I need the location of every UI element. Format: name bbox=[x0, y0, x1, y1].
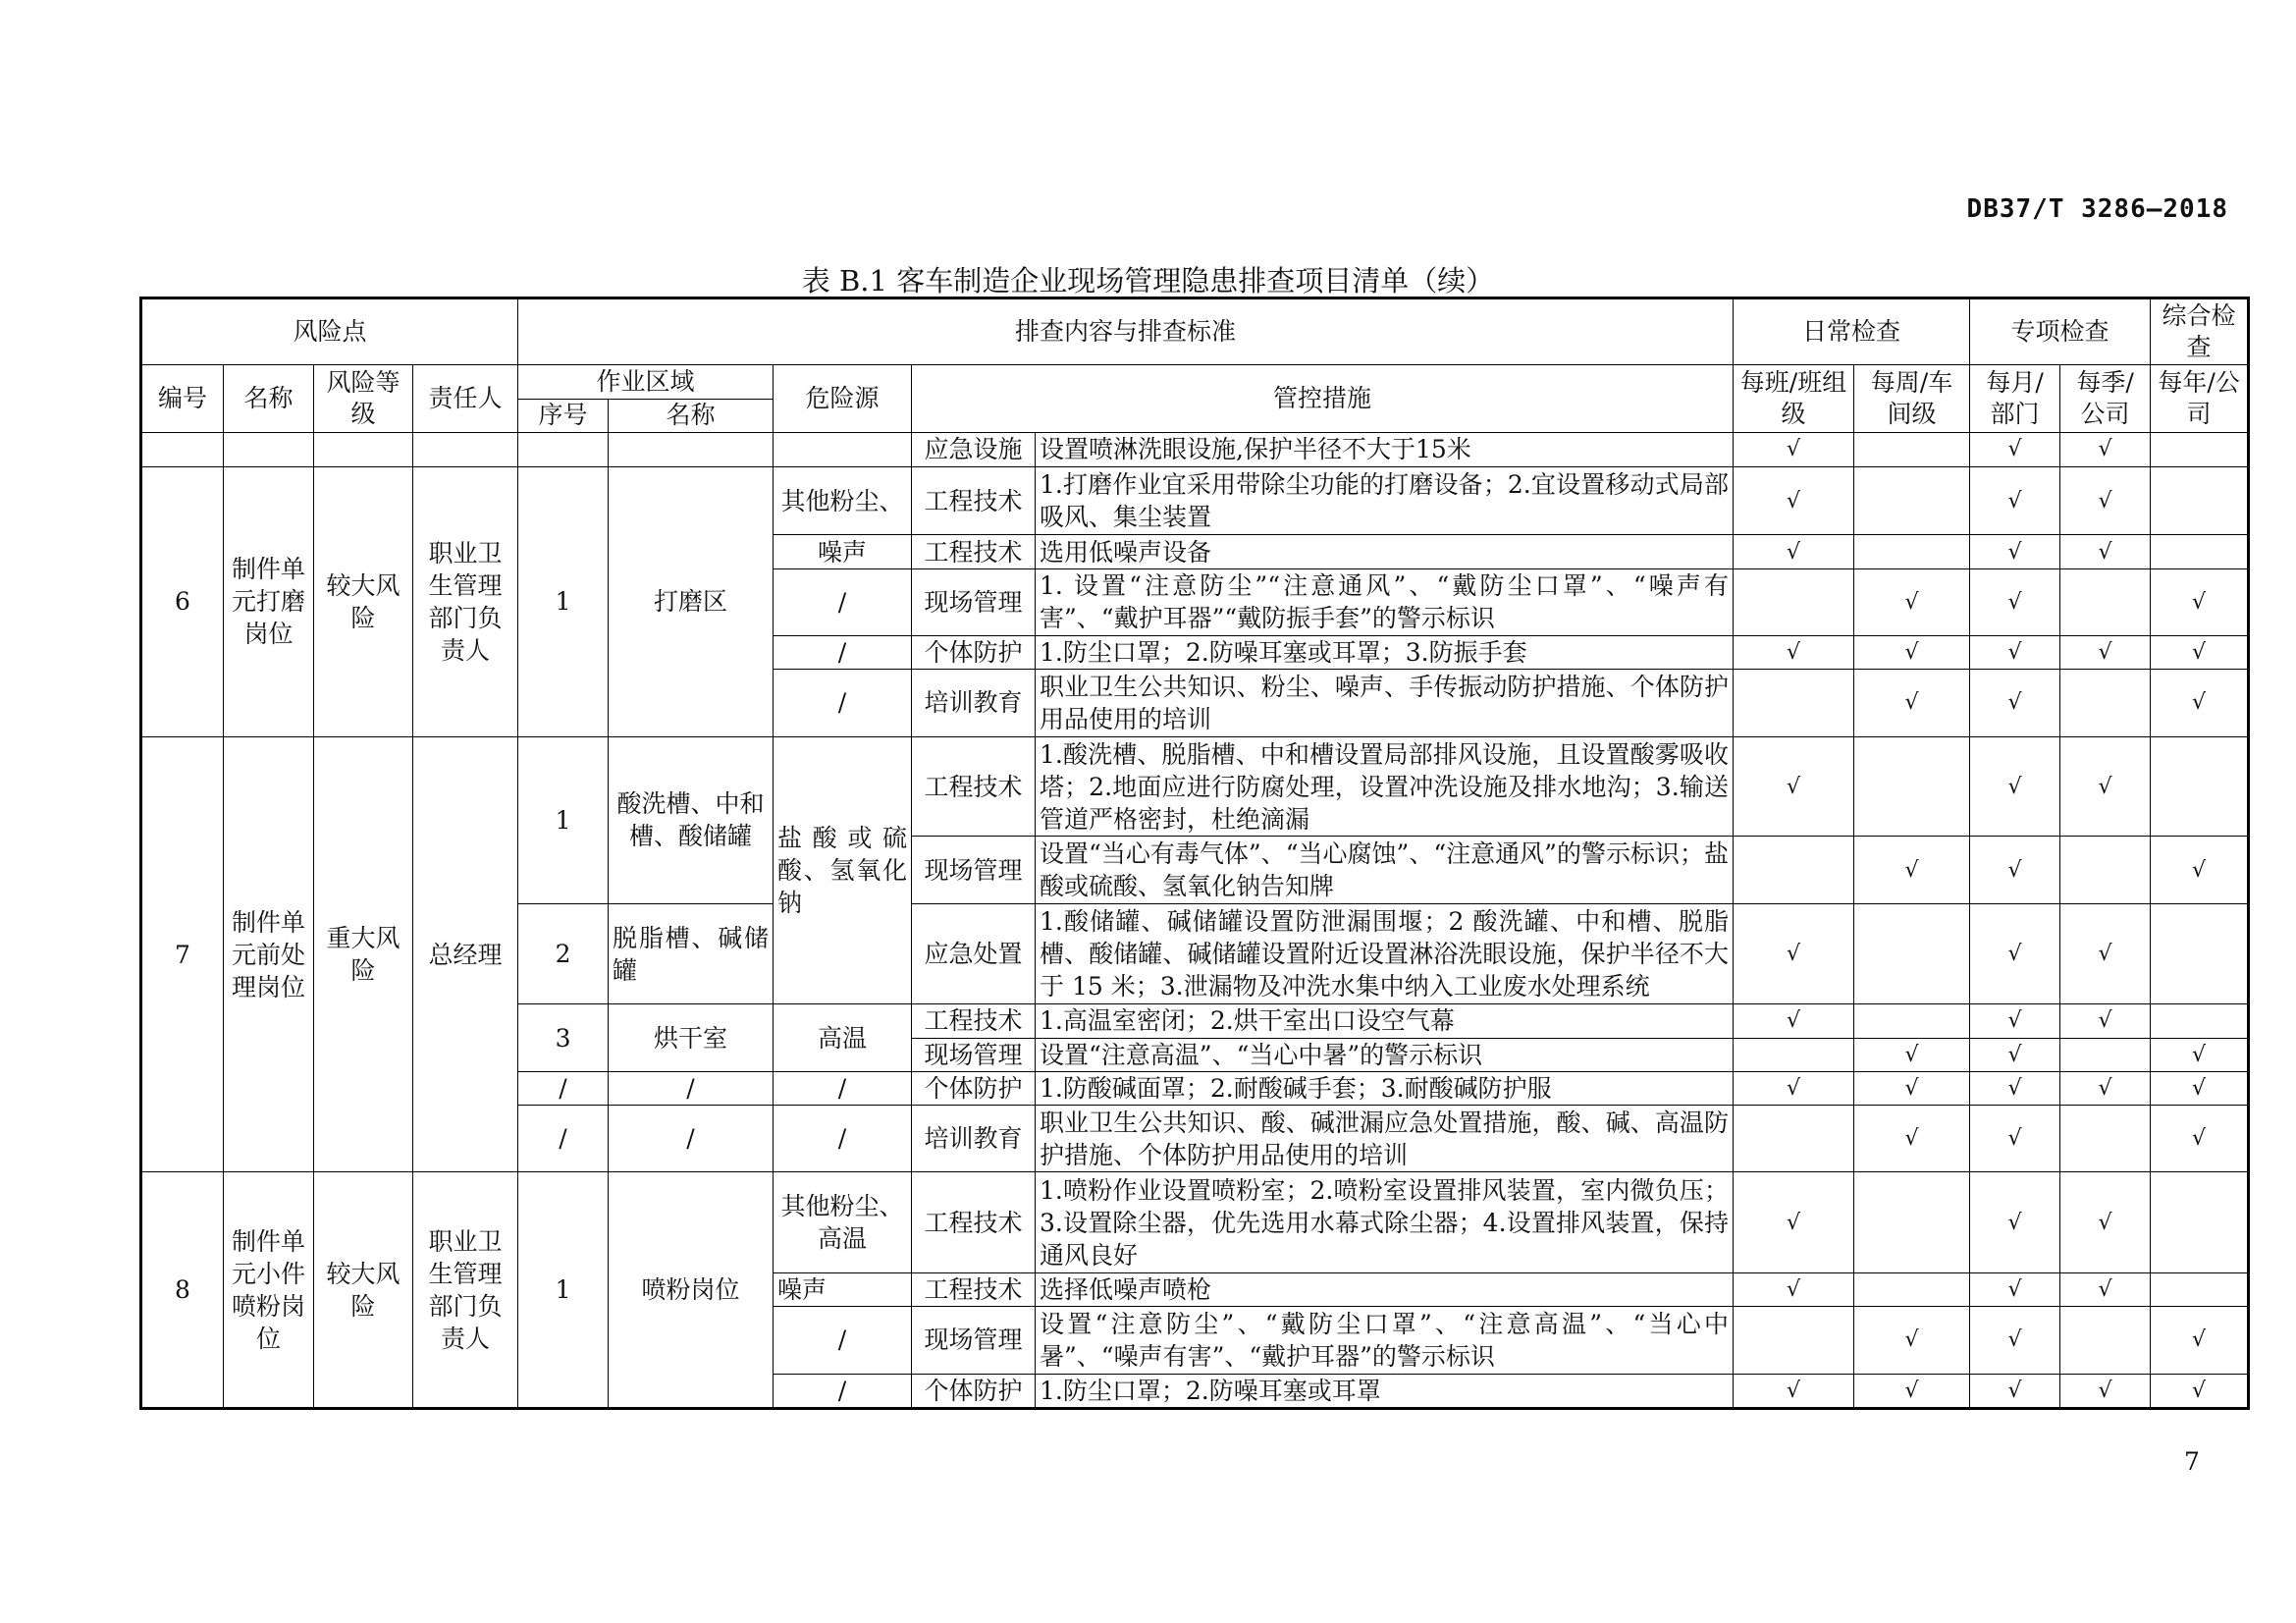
area-name: 打磨区 bbox=[609, 467, 774, 737]
check-cell: √ bbox=[1734, 1004, 1854, 1038]
hazard-source: 盐酸或硫酸、氢氧化钠 bbox=[774, 736, 912, 1004]
check-cell bbox=[1854, 467, 1970, 535]
risk-level: 重大风险 bbox=[314, 736, 413, 1172]
area-seq: 1 bbox=[518, 467, 609, 737]
risk-no: 6 bbox=[141, 467, 224, 737]
risk-no: 7 bbox=[141, 736, 224, 1172]
control-type: 现场管理 bbox=[912, 1038, 1036, 1071]
check-cell: √ bbox=[1734, 1273, 1854, 1307]
check-cell: √ bbox=[2060, 432, 2151, 466]
header-daily: 日常检查 bbox=[1734, 298, 1970, 365]
empty-cell bbox=[141, 432, 224, 466]
hazard-checklist-table bbox=[139, 297, 2250, 1410]
area-seq: 1 bbox=[518, 736, 609, 903]
check-cell: √ bbox=[2151, 1105, 2249, 1171]
check-cell: √ bbox=[1854, 670, 1970, 736]
control-measure: 设置“注意高温”、“当心中暑”的警示标识 bbox=[1036, 1038, 1734, 1071]
hazard-source: / bbox=[774, 1307, 912, 1374]
control-measure: 职业卫生公共知识、酸、碱泄漏应急处置措施，酸、碱、高温防护措施、个体防护用品使用的培训 bbox=[1036, 1105, 1734, 1171]
header-seq: 序号 bbox=[518, 399, 609, 432]
check-cell bbox=[2060, 568, 2151, 635]
header-per-shift: 每班/班组级 bbox=[1734, 365, 1854, 432]
check-cell bbox=[1854, 1004, 1970, 1038]
header-per-quarter: 每季/公司 bbox=[2060, 365, 2151, 432]
check-cell: √ bbox=[1734, 432, 1854, 466]
header-area-name: 名称 bbox=[609, 399, 774, 432]
check-cell: √ bbox=[1970, 1038, 2060, 1071]
check-cell bbox=[1734, 1038, 1854, 1071]
check-cell: √ bbox=[2060, 1071, 2151, 1105]
area-name: / bbox=[609, 1071, 774, 1105]
check-cell: √ bbox=[1854, 1307, 1970, 1374]
area-name: 喷粉岗位 bbox=[609, 1172, 774, 1409]
risk-responsible: 职业卫生管理部门负责人 bbox=[413, 467, 518, 737]
control-measure: 1.高温室密闭；2.烘干室出口设空气幕 bbox=[1036, 1004, 1734, 1038]
risk-responsible: 职业卫生管理部门负责人 bbox=[413, 1172, 518, 1409]
check-cell: √ bbox=[2060, 535, 2151, 568]
check-cell: √ bbox=[1734, 1071, 1854, 1105]
area-seq: / bbox=[518, 1071, 609, 1105]
control-type: 个体防护 bbox=[912, 636, 1036, 670]
control-type: 培训教育 bbox=[912, 670, 1036, 736]
hazard-source: / bbox=[774, 670, 912, 736]
check-cell: √ bbox=[1970, 1374, 2060, 1408]
area-name: 酸洗槽、中和槽、酸储罐 bbox=[609, 736, 774, 903]
area-seq: / bbox=[518, 1105, 609, 1171]
hazard-source: 其他粉尘、 bbox=[774, 467, 912, 535]
control-type: 应急设施 bbox=[912, 432, 1036, 466]
check-cell: √ bbox=[2151, 636, 2249, 670]
area-name: 烘干室 bbox=[609, 1004, 774, 1071]
header-per-month: 每月/部门 bbox=[1970, 365, 2060, 432]
area-name: 脱脂槽、碱储罐 bbox=[609, 903, 774, 1004]
check-cell: √ bbox=[1970, 568, 2060, 635]
hazard-source: / bbox=[774, 1374, 912, 1408]
check-cell bbox=[1854, 736, 1970, 837]
check-cell: √ bbox=[1734, 736, 1854, 837]
check-cell bbox=[1854, 535, 1970, 568]
check-cell bbox=[2151, 432, 2249, 466]
control-measure: 1.酸储罐、碱储罐设置防泄漏围堰；2 酸洗罐、中和槽、脱脂槽、酸储罐、碱储罐设置附近设置淋浴洗眼设施，保护半径不大于 15 米；3.泄漏物及冲洗水集中纳入工业废水处理系统 bbox=[1036, 903, 1734, 1004]
check-cell bbox=[1854, 1172, 1970, 1273]
header-special: 专项检查 bbox=[1970, 298, 2151, 365]
control-type: 应急处置 bbox=[912, 903, 1036, 1004]
check-cell bbox=[2151, 1273, 2249, 1307]
check-cell bbox=[2060, 670, 2151, 736]
check-cell: √ bbox=[1734, 467, 1854, 535]
control-type: 现场管理 bbox=[912, 1307, 1036, 1374]
empty-cell bbox=[314, 432, 413, 466]
check-cell: √ bbox=[1970, 535, 2060, 568]
check-cell: √ bbox=[2151, 1038, 2249, 1071]
empty-cell bbox=[609, 432, 774, 466]
header-risk-level: 风险等级 bbox=[314, 365, 413, 432]
check-cell bbox=[1854, 432, 1970, 466]
empty-cell bbox=[518, 432, 609, 466]
check-cell: √ bbox=[2060, 636, 2151, 670]
check-cell: √ bbox=[1970, 1172, 2060, 1273]
check-cell: √ bbox=[1734, 1172, 1854, 1273]
area-name: / bbox=[609, 1105, 774, 1171]
check-cell: √ bbox=[1854, 568, 1970, 635]
header-hazard: 危险源 bbox=[774, 365, 912, 432]
check-cell bbox=[2151, 535, 2249, 568]
hazard-source: 噪声 bbox=[774, 535, 912, 568]
control-measure: 职业卫生公共知识、粉尘、噪声、手传振动防护措施、个体防护用品使用的培训 bbox=[1036, 670, 1734, 736]
check-cell: √ bbox=[1854, 1038, 1970, 1071]
check-cell: √ bbox=[1854, 1374, 1970, 1408]
check-cell bbox=[2060, 1307, 2151, 1374]
check-cell bbox=[1854, 1273, 1970, 1307]
check-cell bbox=[1854, 903, 1970, 1004]
check-cell: √ bbox=[2151, 568, 2249, 635]
check-cell: √ bbox=[1734, 1374, 1854, 1408]
control-type: 现场管理 bbox=[912, 568, 1036, 635]
control-measure: 1.防酸碱面罩；2.耐酸碱手套；3.耐酸碱防护服 bbox=[1036, 1071, 1734, 1105]
header-control: 管控措施 bbox=[912, 365, 1734, 432]
check-cell bbox=[2151, 1004, 2249, 1038]
risk-name: 制件单元打磨岗位 bbox=[224, 467, 314, 737]
check-cell: √ bbox=[2151, 1307, 2249, 1374]
control-type: 个体防护 bbox=[912, 1071, 1036, 1105]
control-type: 工程技术 bbox=[912, 736, 1036, 837]
header-work-area: 作业区域 bbox=[518, 365, 774, 399]
check-cell bbox=[1734, 837, 1854, 903]
check-cell: √ bbox=[1854, 1105, 1970, 1171]
table-title: 表 B.1 客车制造企业现场管理隐患排查项目清单（续） bbox=[801, 264, 1495, 298]
check-cell: √ bbox=[1970, 1004, 2060, 1038]
check-cell: √ bbox=[2060, 1004, 2151, 1038]
control-measure: 1.喷粉作业设置喷粉室；2.喷粉室设置排风装置，室内微负压；3.设置除尘器，优先选用水幕式除尘器；4.设置排风装置，保持通风良好 bbox=[1036, 1172, 1734, 1273]
check-cell: √ bbox=[2060, 1172, 2151, 1273]
header-per-year: 每年/公司 bbox=[2151, 365, 2249, 432]
area-seq: 2 bbox=[518, 903, 609, 1004]
control-type: 工程技术 bbox=[912, 535, 1036, 568]
control-measure: 1.防尘口罩；2.防噪耳塞或耳罩；3.防振手套 bbox=[1036, 636, 1734, 670]
empty-cell bbox=[224, 432, 314, 466]
header-no: 编号 bbox=[141, 365, 224, 432]
control-measure: 设置喷淋洗眼设施,保护半径不大于15米 bbox=[1036, 432, 1734, 466]
control-type: 工程技术 bbox=[912, 1273, 1036, 1307]
hazard-source: / bbox=[774, 568, 912, 635]
check-cell: √ bbox=[2151, 670, 2249, 736]
control-type: 工程技术 bbox=[912, 467, 1036, 535]
control-type: 培训教育 bbox=[912, 1105, 1036, 1171]
check-cell: √ bbox=[1970, 670, 2060, 736]
control-type: 工程技术 bbox=[912, 1004, 1036, 1038]
check-cell bbox=[2151, 903, 2249, 1004]
check-cell: √ bbox=[2060, 1273, 2151, 1307]
header-risk-point: 风险点 bbox=[141, 298, 518, 365]
check-cell bbox=[2060, 1038, 2151, 1071]
check-cell: √ bbox=[1970, 1307, 2060, 1374]
check-cell bbox=[2151, 467, 2249, 535]
check-cell: √ bbox=[1734, 636, 1854, 670]
risk-name: 制件单元前处理岗位 bbox=[224, 736, 314, 1172]
risk-name: 制件单元小件喷粉岗位 bbox=[224, 1172, 314, 1409]
area-seq: 3 bbox=[518, 1004, 609, 1071]
risk-no: 8 bbox=[141, 1172, 224, 1409]
header-comprehensive: 综合检查 bbox=[2151, 298, 2249, 365]
check-cell bbox=[1734, 670, 1854, 736]
check-cell: √ bbox=[1854, 837, 1970, 903]
check-cell bbox=[1734, 1307, 1854, 1374]
control-measure: 1.酸洗槽、脱脂槽、中和槽设置局部排风设施，且设置酸雾吸收塔；2.地面应进行防腐处理，设置冲洗设施及排水地沟；3.输送管道严格密封，杜绝滴漏 bbox=[1036, 736, 1734, 837]
header-per-week: 每周/车间级 bbox=[1854, 365, 1970, 432]
control-measure: 选择低噪声喷枪 bbox=[1036, 1273, 1734, 1307]
hazard-source: 噪声 bbox=[774, 1273, 912, 1307]
check-cell: √ bbox=[1970, 636, 2060, 670]
hazard-source: / bbox=[774, 636, 912, 670]
control-type: 现场管理 bbox=[912, 837, 1036, 903]
control-measure: 1.防尘口罩；2.防噪耳塞或耳罩 bbox=[1036, 1374, 1734, 1408]
check-cell: √ bbox=[1854, 636, 1970, 670]
control-measure: 设置“注意防尘”、“戴防尘口罩”、“注意高温”、“当心中暑”、“噪声有害”、“戴护耳器”的警示标识 bbox=[1036, 1307, 1734, 1374]
control-measure: 1.打磨作业宜采用带除尘功能的打磨设备；2.宜设置移动式局部吸风、集尘装置 bbox=[1036, 467, 1734, 535]
area-seq: 1 bbox=[518, 1172, 609, 1409]
check-cell: √ bbox=[1970, 1105, 2060, 1171]
check-cell: √ bbox=[1734, 535, 1854, 568]
check-cell: √ bbox=[1970, 1273, 2060, 1307]
check-cell: √ bbox=[2060, 736, 2151, 837]
check-cell: √ bbox=[2060, 903, 2151, 1004]
check-cell bbox=[2151, 736, 2249, 837]
check-cell: √ bbox=[1854, 1071, 1970, 1105]
check-cell: √ bbox=[2151, 1374, 2249, 1408]
check-cell: √ bbox=[1970, 1071, 2060, 1105]
check-cell bbox=[2060, 837, 2151, 903]
page-number: 7 bbox=[2184, 1447, 2200, 1476]
hazard-source: 高温 bbox=[774, 1004, 912, 1071]
check-cell: √ bbox=[2060, 467, 2151, 535]
check-cell: √ bbox=[1970, 432, 2060, 466]
header-name: 名称 bbox=[224, 365, 314, 432]
header-responsible: 责任人 bbox=[413, 365, 518, 432]
check-cell: √ bbox=[1970, 837, 2060, 903]
risk-level: 较大风险 bbox=[314, 1172, 413, 1409]
risk-level: 较大风险 bbox=[314, 467, 413, 737]
control-type: 工程技术 bbox=[912, 1172, 1036, 1273]
check-cell bbox=[1734, 1105, 1854, 1171]
control-measure: 设置“当心有毒气体”、“当心腐蚀”、“注意通风”的警示标识；盐酸或硫酸、氢氧化钠告知牌 bbox=[1036, 837, 1734, 903]
hazard-source: / bbox=[774, 1071, 912, 1105]
control-measure: 1. 设置“注意防尘”“注意通风”、“戴防尘口罩”、“噪声有害”、“戴护耳器”“戴防振手套”的警示标识 bbox=[1036, 568, 1734, 635]
control-measure: 选用低噪声设备 bbox=[1036, 535, 1734, 568]
hazard-source: 其他粉尘、高温 bbox=[774, 1172, 912, 1273]
empty-cell bbox=[413, 432, 518, 466]
document-code: DB37/T 3286—2018 bbox=[1966, 194, 2228, 224]
check-cell: √ bbox=[2151, 1071, 2249, 1105]
check-cell: √ bbox=[2151, 837, 2249, 903]
header-content: 排查内容与排查标准 bbox=[518, 298, 1734, 365]
check-cell bbox=[1734, 568, 1854, 635]
check-cell: √ bbox=[2060, 1374, 2151, 1408]
empty-cell bbox=[774, 432, 912, 466]
risk-responsible: 总经理 bbox=[413, 736, 518, 1172]
check-cell: √ bbox=[1734, 903, 1854, 1004]
check-cell: √ bbox=[1970, 903, 2060, 1004]
check-cell: √ bbox=[1970, 736, 2060, 837]
hazard-source: / bbox=[774, 1105, 912, 1171]
check-cell: √ bbox=[1970, 467, 2060, 535]
check-cell bbox=[2060, 1105, 2151, 1171]
control-type: 个体防护 bbox=[912, 1374, 1036, 1408]
check-cell bbox=[2151, 1172, 2249, 1273]
